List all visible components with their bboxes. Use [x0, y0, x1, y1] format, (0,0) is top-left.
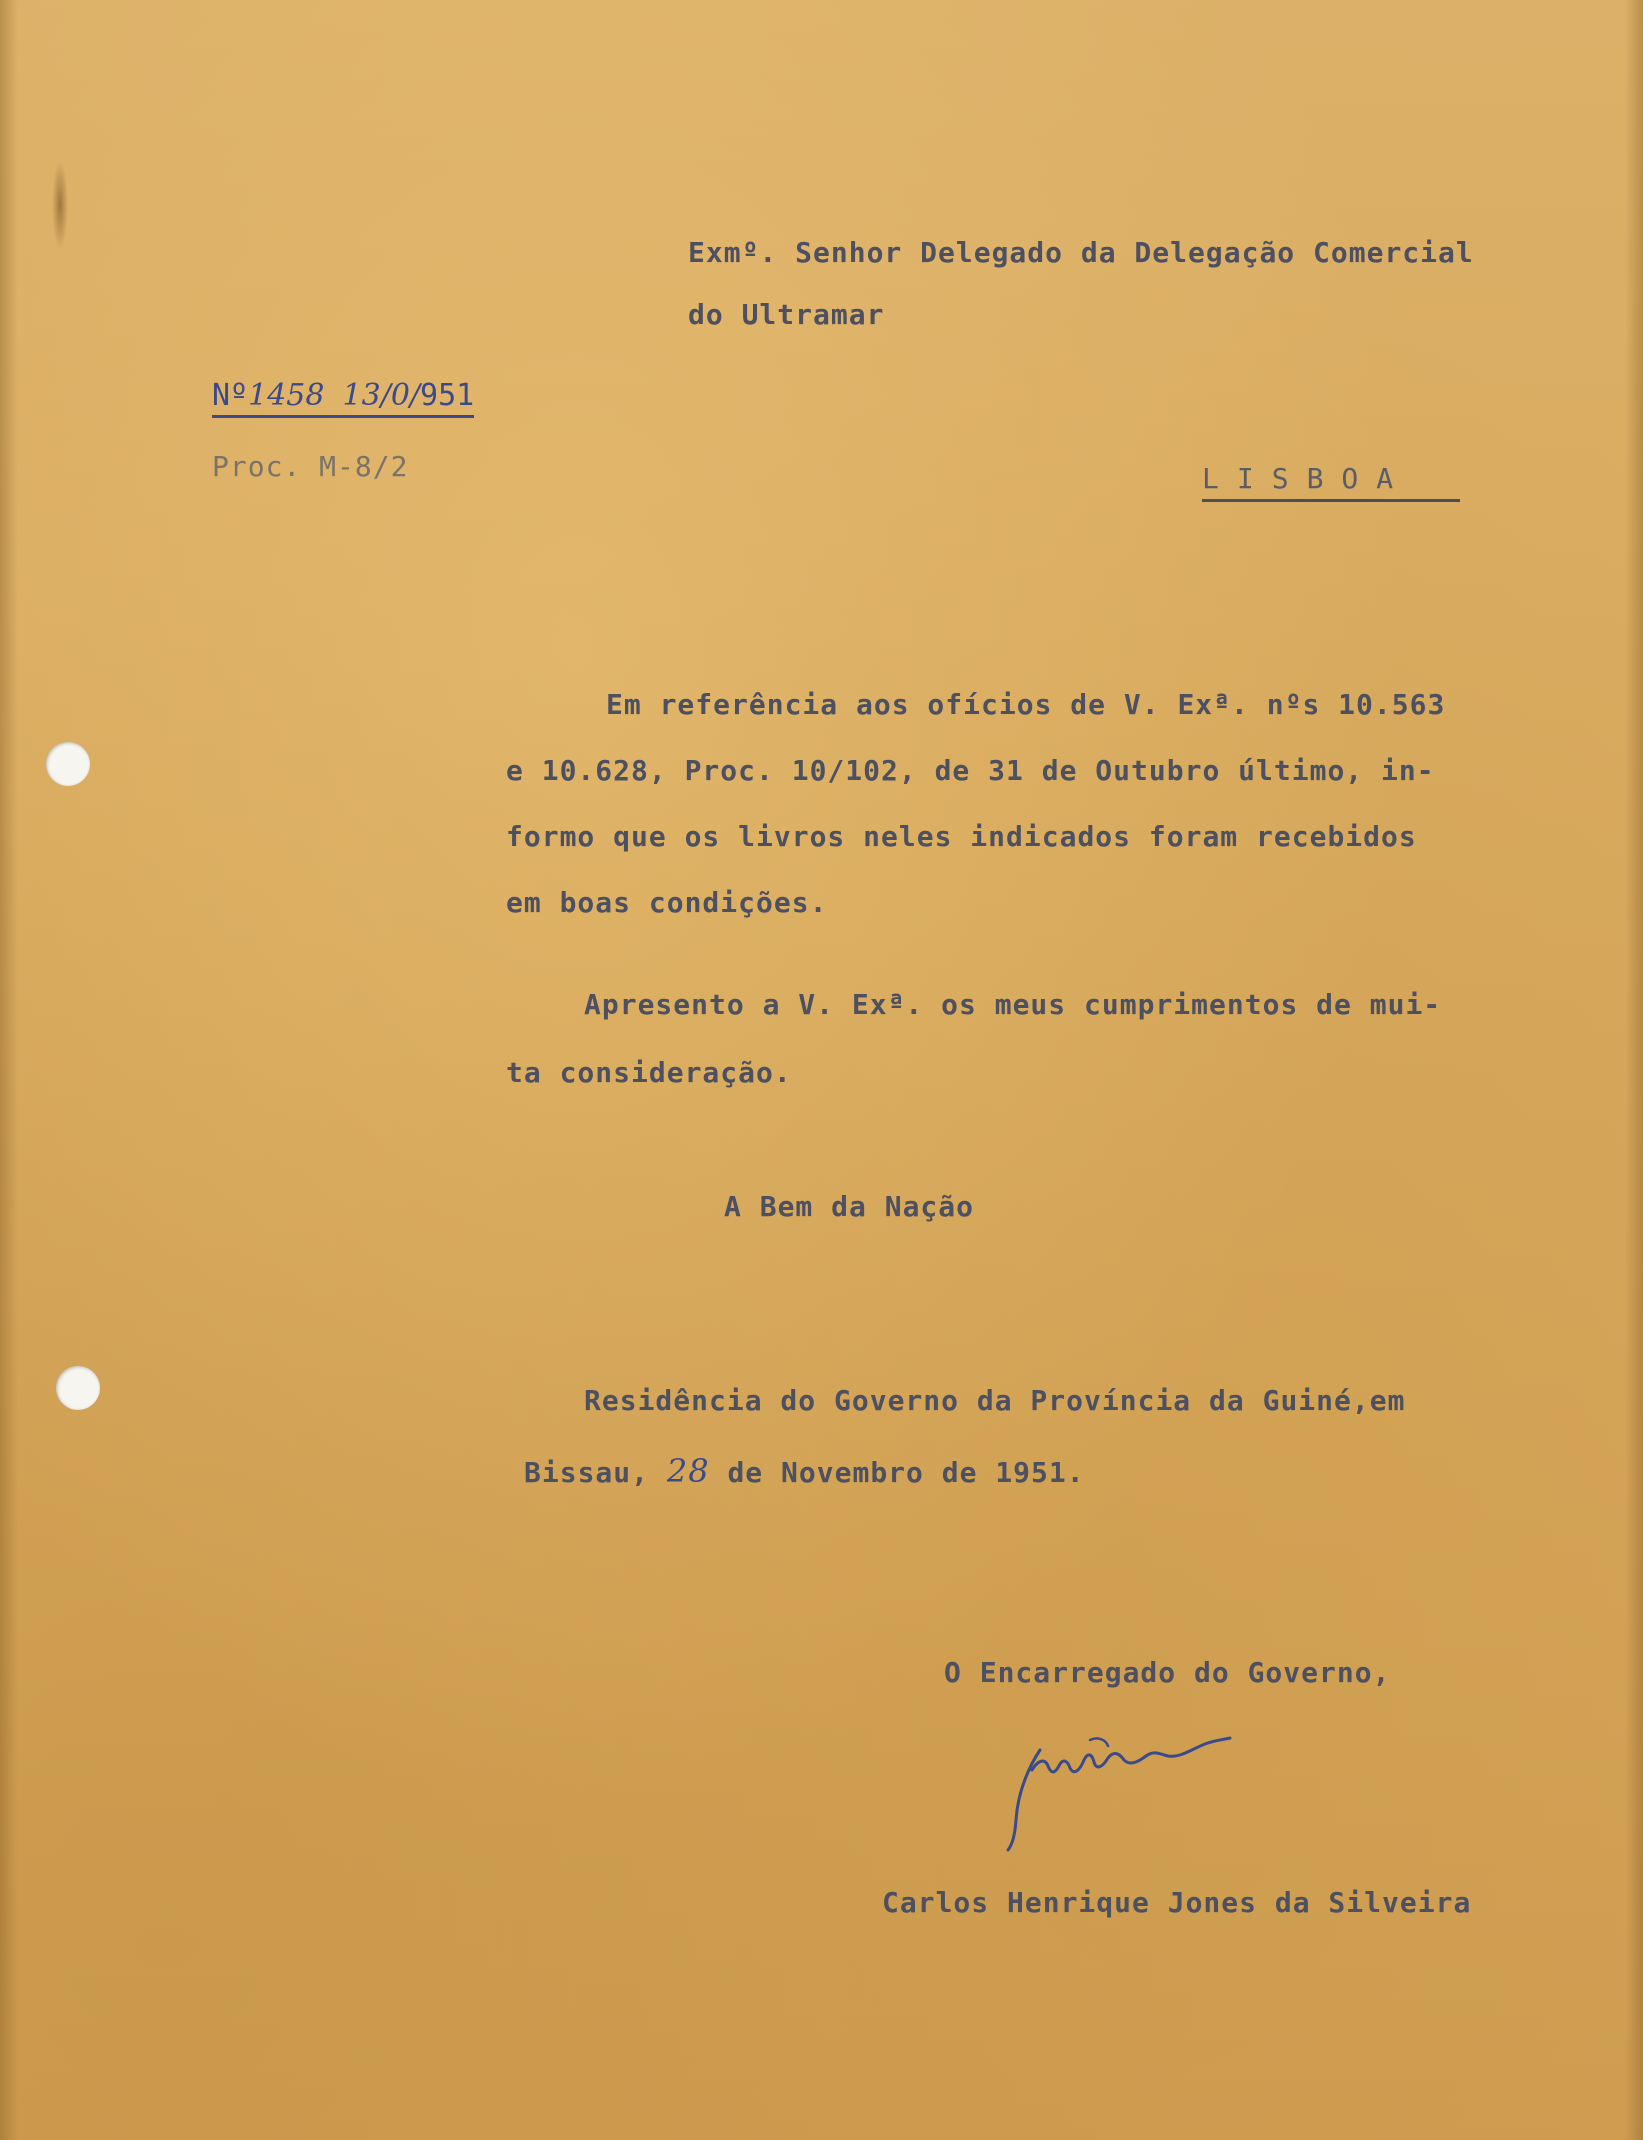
place-city: Bissau, — [524, 1456, 650, 1489]
paper-stain — [52, 160, 68, 250]
punch-hole-bottom — [56, 1366, 100, 1410]
body-line-6: ta consideração. — [506, 1056, 792, 1089]
body-line-5: Apresento a V. Exª. os meus cumprimentos de mui- — [584, 988, 1442, 1021]
salutation: A Bem da Nação — [724, 1190, 975, 1223]
process-number: Proc. M-8/2 — [212, 450, 409, 483]
addressee-line-1: Exmº. Senhor Delegado da Delegação Comercial — [688, 236, 1474, 269]
reference-date-handwritten: 13/0/ — [342, 378, 421, 413]
reference-number-handwritten: 1458 — [248, 378, 325, 413]
signatory-name: Carlos Henrique Jones da Silveira — [882, 1886, 1472, 1919]
city-heading: LISBOA — [1202, 462, 1460, 502]
place-line-1: Residência do Governo da Província da Guiné,em — [584, 1384, 1406, 1417]
handwritten-signature — [990, 1710, 1290, 1860]
closing-title: O Encarregado do Governo, — [944, 1656, 1391, 1689]
reference-number — [212, 378, 474, 418]
body-line-4: em boas condições. — [506, 886, 828, 919]
punch-hole-top — [46, 742, 90, 786]
reference-year: 951 — [420, 378, 475, 413]
day-handwritten: 28 — [666, 1452, 710, 1490]
place-date-rest: de Novembro de 1951. — [727, 1456, 1085, 1489]
body-line-2: e 10.628, Proc. 10/102, de 31 de Outubro último, in- — [506, 754, 1435, 787]
place-line-2 — [524, 1452, 1085, 1490]
body-line-1: Em referência aos ofícios de V. Exª. nºs 10.563 — [606, 688, 1446, 721]
body-line-3: formo que os livros neles indicados foram recebidos — [506, 820, 1417, 853]
left-edge-shadow — [0, 0, 18, 2140]
reference-prefix: Nº — [212, 378, 249, 413]
right-edge-shadow — [1625, 0, 1643, 2140]
addressee-line-2: do Ultramar — [688, 298, 885, 331]
